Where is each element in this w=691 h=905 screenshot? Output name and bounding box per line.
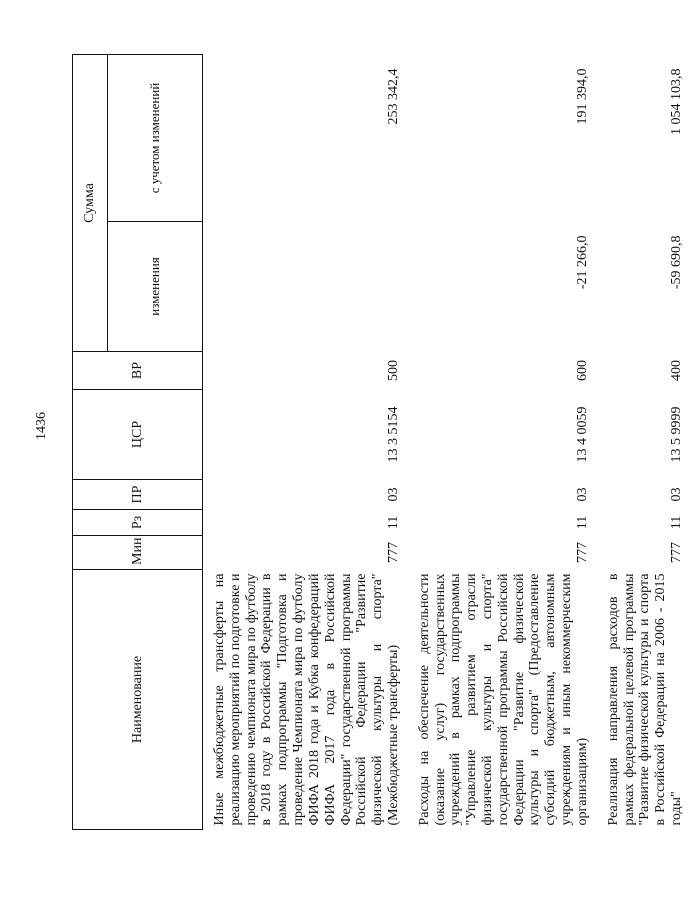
row-pr: 03: [574, 487, 590, 502]
table-body: [203, 55, 691, 830]
header-csr: ЦСР: [73, 390, 203, 480]
row-pr: 03: [668, 487, 684, 502]
table-header: [73, 55, 203, 830]
row-vr: 600: [574, 360, 590, 381]
row-rz: 11: [574, 515, 590, 530]
header-pr: ПР: [73, 480, 203, 510]
header-sum: Сумма: [73, 55, 108, 352]
row-change: -59 690,8: [668, 235, 684, 290]
budget-table: [72, 54, 691, 830]
table-row: [597, 55, 691, 830]
row-name: Иные межбюджетные трансферты на реализацию мероприятий по подготовке и проведению чемпионата мира по футболу в 2018 году в Российской Федерации в рамках подпрограммы "Подготовка и проведение Чемпионата мира по футболу ФИФА 2018 года и Кубка конфедераций ФИФА 2017 года в Российской Федерации" государственной программы Российской Федерации "Развитие физической культуры и спорта" (Межбюджетные трансферты): [212, 573, 401, 826]
table-row: [203, 55, 408, 830]
row-rz: 11: [385, 515, 401, 530]
row-csr: 13 3 5154: [385, 406, 401, 463]
rotated-page: [72, 55, 684, 830]
header-min: Мин: [73, 536, 203, 570]
row-csr: 13 5 9999: [668, 406, 684, 463]
row-change: [203, 222, 408, 352]
header-rz: Рз: [73, 510, 203, 536]
row-total: 253 342,4: [385, 68, 401, 125]
row-change: -21 266,0: [574, 235, 590, 290]
row-pr: 03: [385, 487, 401, 502]
row-rz: 11: [668, 515, 684, 530]
row-csr: 13 4 0059: [574, 406, 590, 463]
row-vr: 400: [668, 360, 684, 381]
page-number: 1436: [34, 412, 49, 440]
header-name: Наименование: [73, 570, 203, 830]
header-changes: изменения: [108, 222, 203, 352]
row-min: 777: [574, 542, 590, 563]
row-vr: 500: [385, 360, 401, 381]
row-total: 1 054 103,8: [668, 68, 684, 135]
row-name: Расходы на обеспечение деятельности (оказание услуг) государственных учреждений в рамках подпрограммы "Управление развитием отрасли физической культуры и спорта" государственной программы Российской Федерации "Развитие физической культуры и спорта" (Предоставление субсидий бюджетным, автономным учреждениям и иным некоммерческим организациям): [416, 573, 590, 826]
row-min: 777: [385, 542, 401, 563]
header-with-changes: с учетом изменений: [108, 55, 203, 222]
row-name: Реализация направления расходов в рамках федеральной целевой программы "Развитие физической культуры и спорта в Российской Федерации на 2006 - 2015 годы": [605, 573, 684, 826]
row-min: 777: [668, 542, 684, 563]
header-vr: ВР: [73, 352, 203, 390]
table-row: [408, 55, 597, 830]
row-total: 191 394,0: [574, 68, 590, 125]
